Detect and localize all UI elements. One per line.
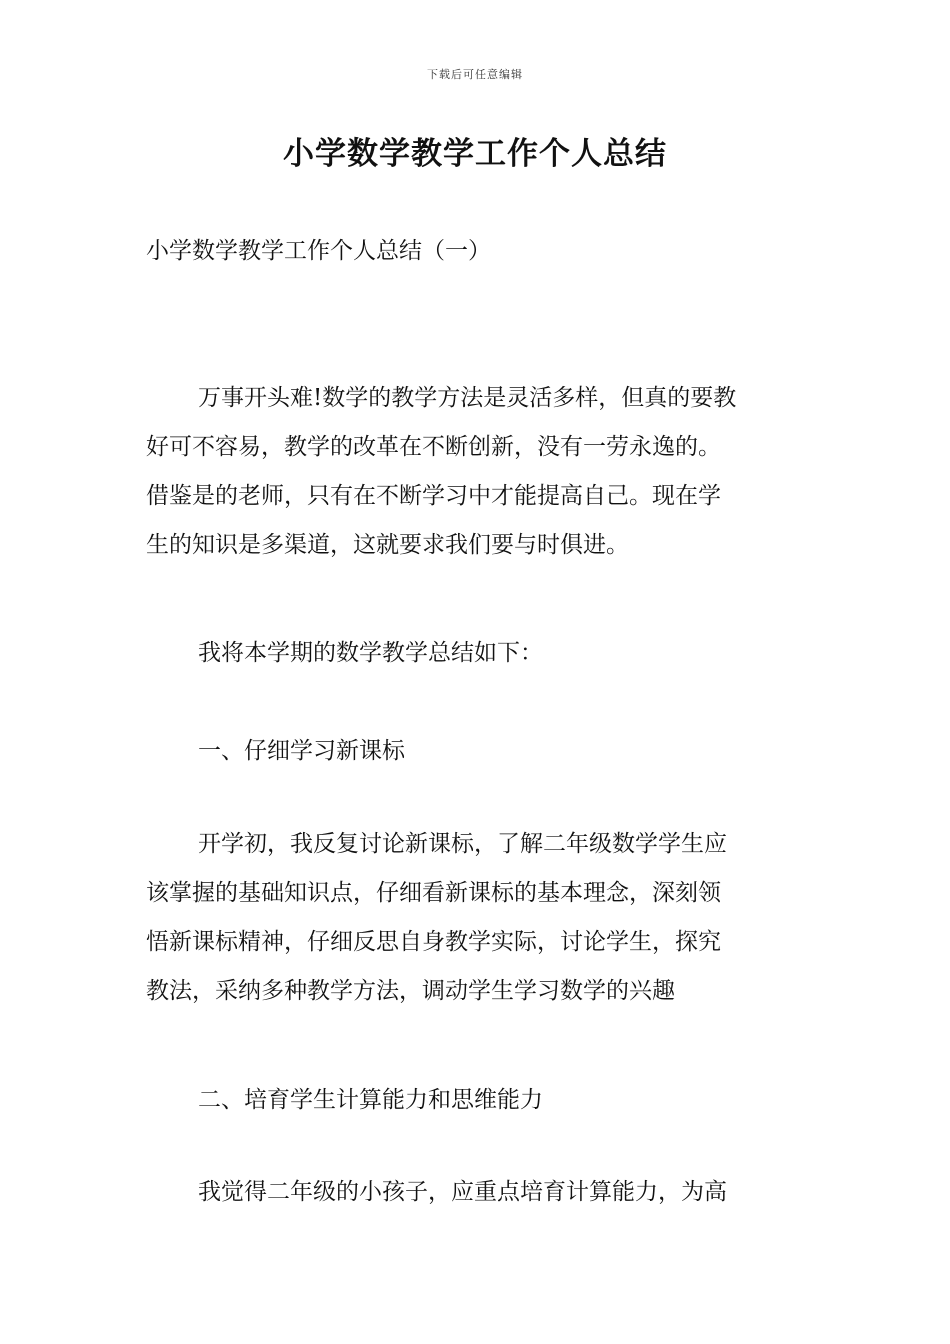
- paragraph-opening: [146, 374, 806, 570]
- paragraph-section-1: [146, 820, 806, 1016]
- paragraph-section-2: [146, 1168, 806, 1217]
- header-note: 下载后可任意编辑: [427, 68, 523, 81]
- paragraph-line: 好可不容易，教学的改革在不断创新，没有一劳永逸的。: [146, 434, 721, 460]
- section-heading-1: 一、仔细学习新课标: [198, 738, 405, 764]
- paragraph-line: 万事开头难!数学的教学方法是灵活多样，但真的要教: [198, 385, 737, 411]
- intro-line: 我将本学期的数学教学总结如下：: [198, 640, 543, 666]
- paragraph-line: 我觉得二年级的小孩子，应重点培育计算能力，为高: [198, 1179, 727, 1205]
- paragraph-line: 教法，采纳多种教学方法，调动学生学习数学的兴趣: [146, 978, 675, 1004]
- document-title: 小学数学教学工作个人总结: [283, 136, 667, 172]
- paragraph-line: 悟新课标精神，仔细反思自身教学实际，讨论学生，探究: [146, 929, 721, 955]
- paragraph-line: 生的知识是多渠道，这就要求我们要与时俱进。: [146, 532, 629, 558]
- paragraph-line: 该掌握的基础知识点，仔细看新课标的基本理念，深刻领: [146, 880, 721, 906]
- paragraph-line: 借鉴是的老师，只有在不断学习中才能提高自己。现在学: [146, 483, 721, 509]
- document-subtitle: 小学数学教学工作个人总结（一）: [146, 238, 491, 264]
- paragraph-line: 开学初，我反复讨论新课标，了解二年级数学学生应: [198, 831, 727, 857]
- section-heading-2: 二、培育学生计算能力和思维能力: [198, 1087, 543, 1113]
